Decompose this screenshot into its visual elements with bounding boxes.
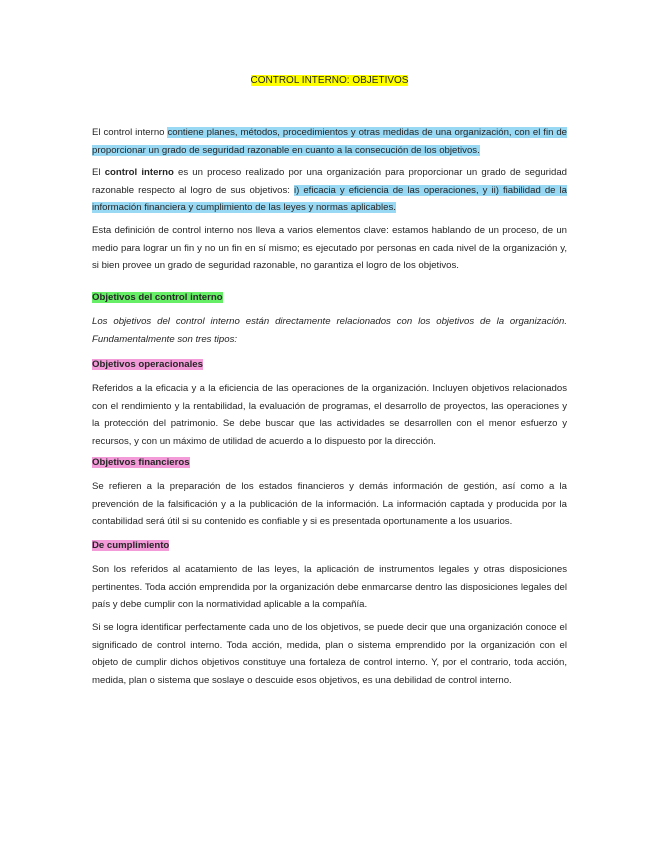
heading-financial xyxy=(92,456,190,470)
heading-compliance-text: De cumplimiento xyxy=(92,540,170,551)
paragraph-conclusion: Si se logra identificar perfectamente cada uno de los objetivos, se puede decir que una organización conoce el significado de control interno. Toda acción, medida, plan o sistema emprendido por la organización con el objeto de cumplir dichos objetivos constituye una fortaleza de control interno. Y, por el contrario, toda acción, medida, plan o sistema que soslaye o descuide esos objetivos, es una debilidad de control interno. xyxy=(92,622,567,686)
p2-highlight: i) eficacia y eficiencia de las operaciones, y ii) fiabilidad de la información financiera y cumplimiento de las leyes y normas aplicables. xyxy=(92,184,567,214)
paragraph-key-elements: Esta definición de control interno nos lleva a varios elementos clave: estamos hablando de un proceso, de un medio para lograr un fin y no un fin en sí mismo; es ejecutado por personas en cada nivel de la organización y, si bien provee un grado de seguridad razonable, no garantiza el logro de los objetivos. xyxy=(92,225,567,272)
title-highlight: CONTROL INTERNO: OBJETIVOS xyxy=(250,75,409,86)
heading-financial-text: Objetivos financieros xyxy=(92,457,190,468)
heading-compliance xyxy=(92,539,169,553)
paragraph-objectives-intro: Los objetivos del control interno están directamente relacionados con los objetivos de la organización. Fundamentalmente son tres tipos: xyxy=(92,316,567,345)
page-title xyxy=(92,74,567,88)
p1-lead: El control interno xyxy=(92,127,168,138)
paragraph-operational: Referidos a la eficacia y a la eficiencia de las operaciones de la organización. Incluyen objetivos relacionados con el rendimiento y la rentabilidad, la evaluación de programas, el desarrollo de proyectos, las operaciones y la protección del patrimonio. Se debe buscar que las actividades se desarrollen con el menor esfuerzo y recursos, y con un máximo de utilidad de acuerdo a lo dispuesto por la dirección. xyxy=(92,383,567,447)
heading-operational xyxy=(92,358,203,372)
p2-lead: El xyxy=(92,167,105,178)
p1-highlight: contiene planes, métodos, procedimientos y otras medidas de una organización, con el fin de proporcionar un grado de seguridad razonable en cuanto a la consecución de los objetivos. xyxy=(92,127,568,156)
paragraph-financial: Se refieren a la preparación de los estados financieros y demás información de gestión, así como a la prevención de la falsificación y a la publicación de la información. La información captada y producida por la contabilidad será útil si su contenido es confiable y si es presentada oportunamente a los usuarios. xyxy=(92,481,567,528)
paragraph-definition xyxy=(92,124,567,159)
p2-bold: control interno xyxy=(104,167,174,178)
heading-objectives xyxy=(92,291,223,305)
p2-body: es un proceso realizado por una organización para proporcionar un grado de seguridad razonable respecto al logro de sus objetivos: xyxy=(92,167,567,196)
heading-objectives-text: Objetivos del control interno xyxy=(92,292,223,303)
heading-operational-text: Objetivos operacionales xyxy=(92,359,203,370)
paragraph-process xyxy=(92,164,567,217)
paragraph-compliance: Son los referidos al acatamiento de las leyes, la aplicación de instrumentos legales y otras disposiciones pertinentes. Toda acción emprendida por la organización debe enmarcarse dentro las disposiciones legales del país y debe cumplir con la normatividad aplicable a la compañía. xyxy=(92,564,567,611)
